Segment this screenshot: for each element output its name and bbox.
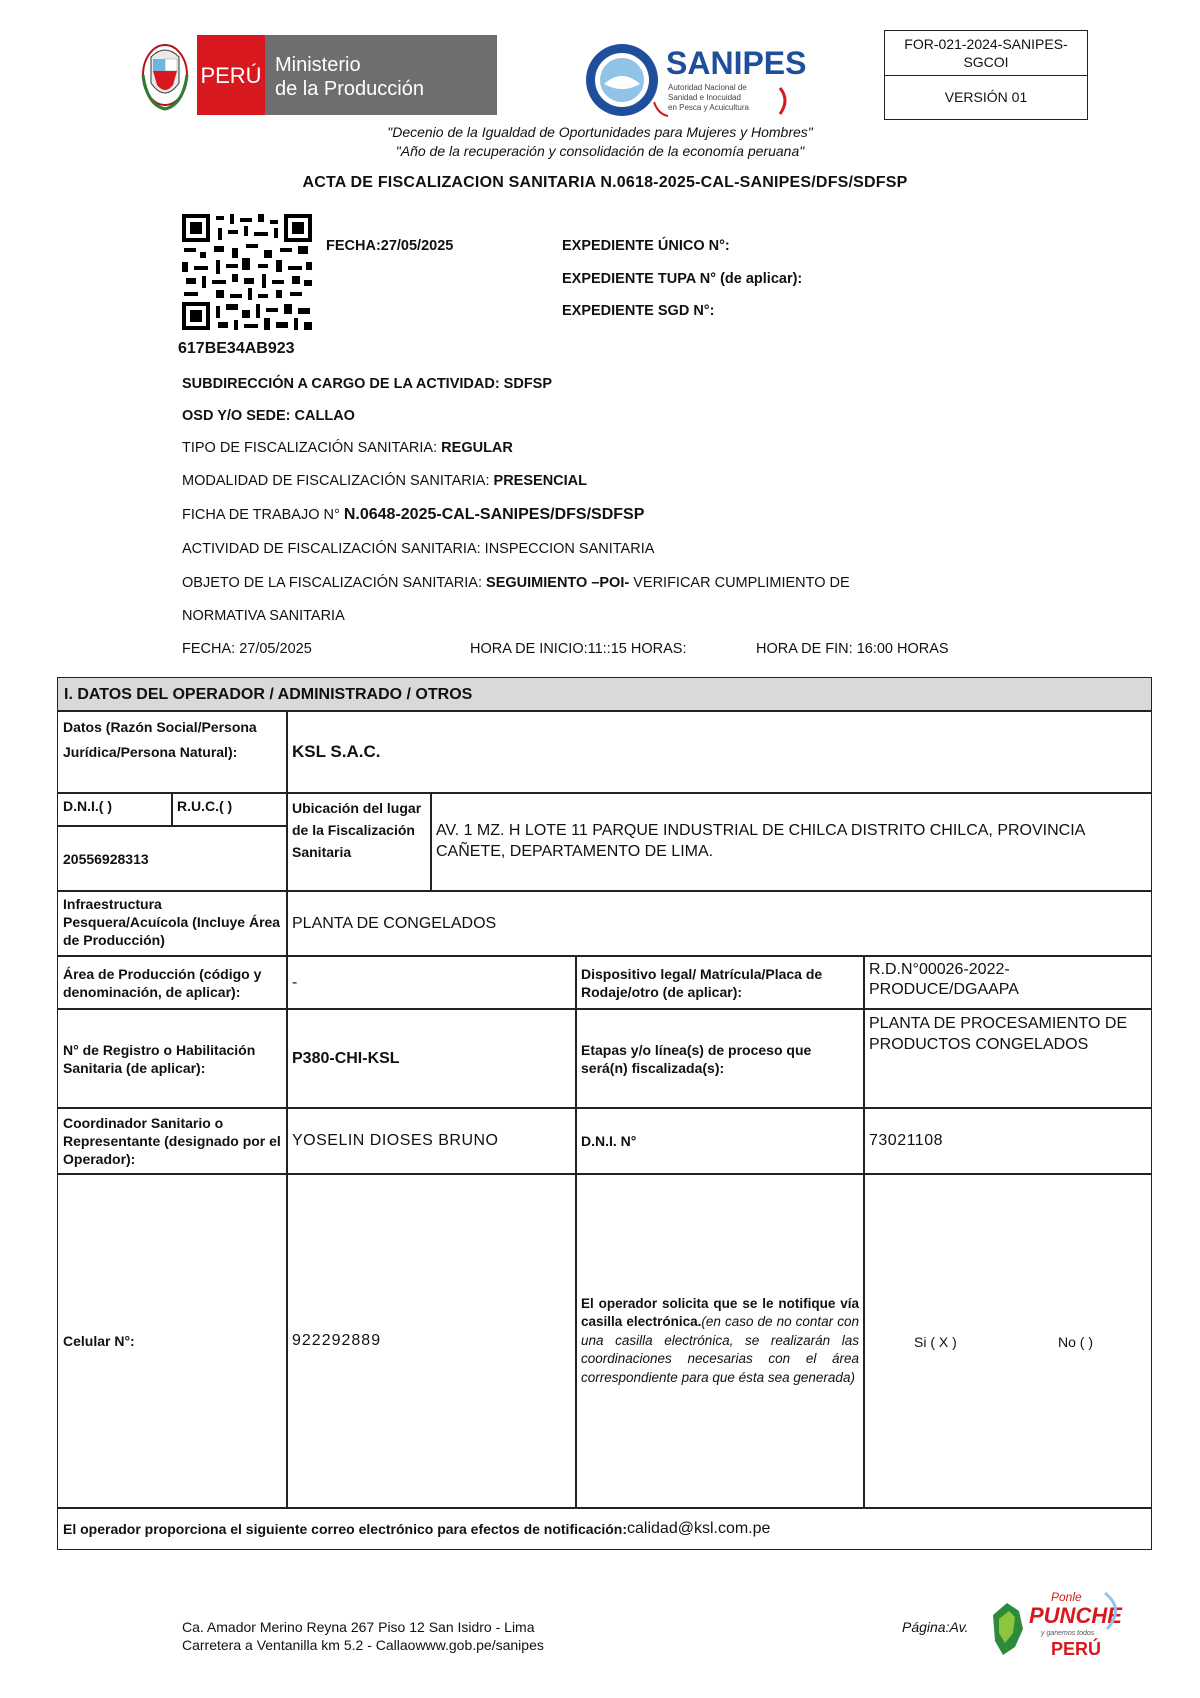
- correo-row: [57, 1507, 1152, 1550]
- celular-label: Celular N°:: [57, 1173, 288, 1509]
- casilla-note-text: (en caso de no contar con una casilla electrónica, se realizarán las coordinaciones necesarias con el área correspondiente para que ésta sea generada): [581, 1314, 859, 1385]
- form-version: VERSIÓN 01: [944, 89, 1028, 105]
- casilla-electronica-note: [575, 1173, 865, 1509]
- subdireccion: SUBDIRECCIÓN A CARGO DE LA ACTIVIDAD: SDFSP: [182, 376, 553, 392]
- ministerio-produccion-logo: [137, 35, 497, 115]
- peru-coat-of-arms-icon: [143, 45, 187, 109]
- page-number: Página:Av.: [902, 1619, 969, 1635]
- svg-text:PERÚ: PERÚ: [1051, 1639, 1102, 1659]
- expediente-tupa: EXPEDIENTE TUPA N° (de aplicar):: [562, 271, 803, 287]
- registro-value: P380-CHI-KSL: [286, 1008, 577, 1109]
- ruc-label: R.U.C.( ): [171, 792, 288, 827]
- dni-numero-value: 73021108: [863, 1107, 1152, 1175]
- razon-social-value: KSL S.A.C.: [286, 710, 1152, 794]
- details-fecha: FECHA: 27/05/2025: [182, 641, 312, 657]
- svg-text:Sanidad e Inocuidad: Sanidad e Inocuidad: [668, 93, 741, 102]
- objeto-fiscalizacion: OBJETO DE LA FISCALIZACIÓN SANITARIA: SEGUIMIENTO –POI- VERIFICAR CUMPLIMIENTO DE: [182, 575, 850, 591]
- peru-map-icon: [993, 1603, 1023, 1655]
- hora-inicio: HORA DE INICIO:11::15 HORAS:: [470, 641, 687, 657]
- sanipes-emblem-icon: [586, 44, 658, 116]
- tipo-fiscalizacion: TIPO DE FISCALIZACIÓN SANITARIA: REGULAR: [182, 440, 513, 456]
- ruc-value: 20556928313: [57, 825, 288, 892]
- operator-data-table: [57, 677, 1152, 1550]
- svg-text:PERÚ: PERÚ: [200, 63, 262, 88]
- casilla-request-text: El operador solicita que se le notifique vía casilla electrónica.: [581, 1295, 859, 1330]
- sanipes-logo: [584, 40, 814, 120]
- casilla-choice-cell: [863, 1173, 1152, 1509]
- dispositivo-legal-label: Dispositivo legal/ Matrícula/Placa de Rodaje/otro (de aplicar):: [575, 955, 865, 1010]
- footer-address-2: Carretera a Ventanilla km 5.2 - Callaowww.gob.pe/sanipes: [182, 1637, 544, 1653]
- dni-numero-label: D.N.I. N°: [575, 1107, 865, 1175]
- dni-label: D.N.I.( ): [57, 792, 173, 827]
- coordinador-value: YOSELIN DIOSES BRUNO: [286, 1107, 577, 1175]
- svg-text:SANIPES: SANIPES: [666, 45, 807, 81]
- svg-text:Autoridad Nacional de: Autoridad Nacional de: [668, 83, 747, 92]
- hora-fin: HORA DE FIN: 16:00 HORAS: [756, 641, 949, 657]
- verification-code: 617BE34AB923: [178, 340, 295, 357]
- dispositivo-legal-value: R.D.N°00026-2022-PRODUCE/DGAAPA: [863, 955, 1152, 1010]
- ficha-trabajo: FICHA DE TRABAJO N° N.0648-2025-CAL-SANIPES/DFS/SDFSP: [182, 506, 645, 523]
- section-title: I. DATOS DEL OPERADOR / ADMINISTRADO / OTROS: [57, 677, 1152, 712]
- footer-address-1: Ca. Amador Merino Reyna 267 Piso 12 San Isidro - Lima: [182, 1619, 535, 1635]
- year-quote: "Año de la recuperación y consolidación de la economía peruana": [395, 143, 805, 159]
- osd-sede: OSD Y/O SEDE: CALLAO: [182, 408, 355, 424]
- svg-text:PUNCHE: PUNCHE: [1029, 1603, 1122, 1628]
- area-produccion-label: Área de Producción (código y denominación, de aplicar):: [57, 955, 288, 1010]
- ubicacion-value: AV. 1 MZ. H LOTE 11 PARQUE INDUSTRIAL DE CHILCA DISTRITO CHILCA, PROVINCIA CAÑETE, DEPARTAMENTO DE LIMA.: [430, 792, 1152, 892]
- meta-fecha: FECHA:27/05/2025: [326, 238, 454, 254]
- ponle-punche-logo: [985, 1585, 1135, 1665]
- etapas-value: PLANTA DE PROCESAMIENTO DE PRODUCTOS CONGELADOS: [863, 1008, 1152, 1109]
- infraestructura-label: Infraestructura Pesquera/Acuícola (Incluye Área de Producción): [57, 890, 288, 957]
- expediente-unico: EXPEDIENTE ÚNICO N°:: [562, 238, 730, 254]
- razon-social-label: Datos (Razón Social/Persona Jurídica/Persona Natural):: [57, 710, 288, 794]
- infraestructura-value: PLANTA DE CONGELADOS: [286, 890, 1152, 957]
- objeto-fiscalizacion-line2: NORMATIVA SANITARIA: [182, 608, 345, 624]
- correo-label: El operador proporciona el siguiente correo electrónico para efectos de notificación:: [63, 1520, 628, 1537]
- correo-value: calidad@ksl.com.pe: [627, 1519, 771, 1537]
- actividad-fiscalizacion: ACTIVIDAD DE FISCALIZACIÓN SANITARIA: INSPECCION SANITARIA: [182, 541, 655, 557]
- svg-text:de la Producción: de la Producción: [275, 78, 424, 100]
- decade-quote: "Decenio de la Igualdad de Oportunidades para Mujeres y Hombres": [387, 124, 813, 140]
- svg-text:en Pesca y Acuicultura: en Pesca y Acuicultura: [668, 103, 749, 112]
- coordinador-label: Coordinador Sanitario o Representante (designado por el Operador):: [57, 1107, 288, 1175]
- etapas-label: Etapas y/o línea(s) de proceso que será(n) fiscalizada(s):: [575, 1008, 865, 1109]
- form-code-box: [884, 30, 1088, 120]
- ubicacion-label: Ubicación del lugar de la Fiscalización Sanitaria: [286, 792, 432, 892]
- qr-code-icon: [180, 212, 314, 332]
- svg-text:Ponle: Ponle: [1051, 1590, 1082, 1604]
- acta-title: ACTA DE FISCALIZACION SANITARIA N.0618-2025-CAL-SANIPES/DFS/SDFSP: [302, 174, 908, 191]
- svg-text:Ministerio: Ministerio: [275, 54, 361, 76]
- modalidad-fiscalizacion: MODALIDAD DE FISCALIZACIÓN SANITARIA: PRESENCIAL: [182, 473, 587, 489]
- si-checkbox[interactable]: Si ( X ): [914, 1334, 957, 1350]
- registro-label: N° de Registro o Habilitación Sanitaria (de aplicar):: [57, 1008, 288, 1109]
- form-code: FOR-021-2024-SANIPES-SGCOI: [885, 31, 1087, 76]
- no-checkbox[interactable]: No ( ): [1058, 1334, 1093, 1350]
- svg-text:y ganemos todos: y ganemos todos: [1041, 1630, 1095, 1637]
- celular-value: 922292889: [286, 1173, 577, 1509]
- area-produccion-value: -: [286, 955, 577, 1010]
- expediente-sgd: EXPEDIENTE SGD N°:: [562, 303, 715, 319]
